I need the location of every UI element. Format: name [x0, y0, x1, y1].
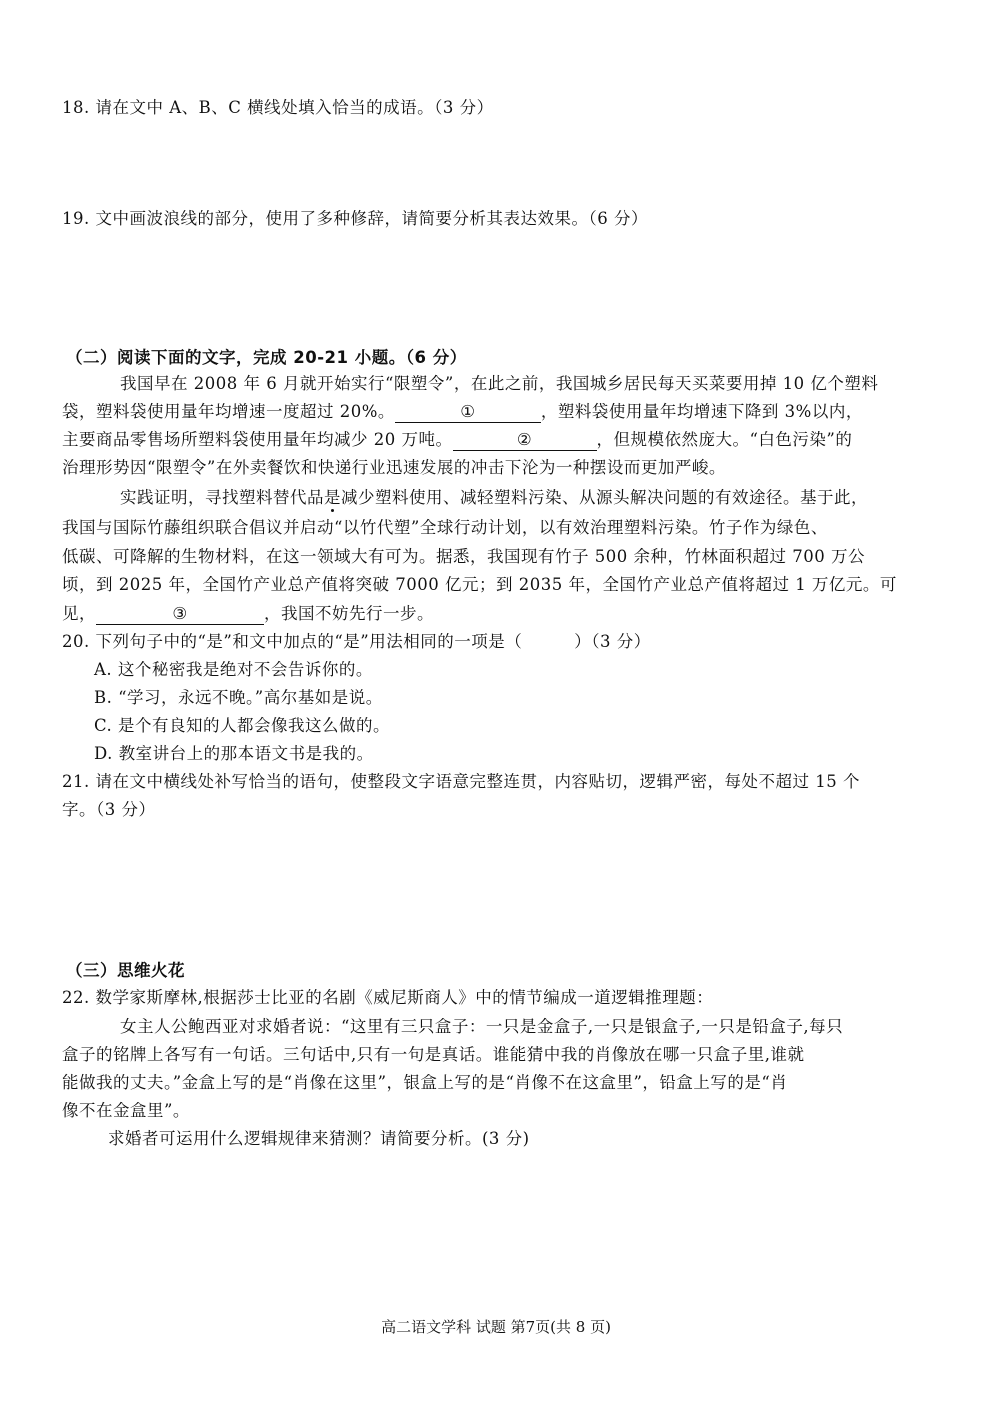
passage-text: 实践证明，寻找塑料替代品: [120, 488, 324, 507]
passage-line: 治理形势因“限塑令”在外卖餐饮和快递行业迅速发展的冲击下沦为一种摆设而更加严峻。: [62, 458, 726, 477]
question-22-line: 能做我的丈夫。”金盒上写的是“肖像在这里”，银盒上写的是“肖像不在这盒里”，铅盒上写的是“肖: [62, 1073, 788, 1092]
question-text: 20. 下列句子中的“是”和文中加点的“是”用法相同的一项是（: [62, 632, 523, 651]
fill-blank-1: ①: [395, 402, 541, 423]
passage-text: 减少塑料使用、减轻塑料污染、从源头解决问题的有效途径。基于此，: [341, 488, 868, 507]
question-21-line: 21. 请在文中横线处补写恰当的语句，使整段文字语意完整连贯，内容贴切，逻辑严密，每处不超过 15 个: [62, 772, 860, 791]
passage-line: 我国早在 2008 年 6 月就开始实行“限塑令”，在此之前，我国城乡居民每天买菜要用掉 10 亿个塑料: [120, 374, 879, 393]
question-22-prompt: 求婚者可运用什么逻辑规律来猜测？请简要分析。(3 分): [108, 1129, 530, 1148]
passage-text: ，塑料袋使用量年均增速下降到 3%以内，: [540, 402, 863, 421]
section-3-heading: （三）思维火花: [66, 961, 185, 980]
question-22-line: 盒子的铭牌上各写有一句话。三句话中,只有一句是真话。谁能猜中我的肖像放在哪一只盒子里,谁就: [62, 1045, 805, 1064]
question-21-line: 字。（3 分）: [62, 800, 156, 819]
option-d: D. 教室讲台上的那本语文书是我的。: [94, 744, 374, 763]
question-22-line: 22. 数学家斯摩林,根据莎士比亚的名剧《威尼斯商人》中的情节编成一道逻辑推理题：: [62, 988, 714, 1007]
passage-line: [62, 398, 942, 426]
dotted-character: 是: [324, 488, 341, 507]
question-text: ）（3 分）: [574, 632, 651, 651]
question-22-line: 像不在金盒里”。: [62, 1101, 190, 1120]
fill-blank-3: ③: [96, 604, 264, 625]
passage-line: [62, 600, 942, 628]
option-b: B. “学习，永远不晚。”高尔基如是说。: [94, 688, 383, 707]
passage-text: 袋，塑料袋使用量年均增速一度超过 20%。: [62, 402, 395, 421]
passage-line: 我国与国际竹藤组织联合倡议并启动“以竹代塑”全球行动计划，以有效治理塑料污染。竹子作为绿色、: [62, 518, 828, 537]
passage-text: 主要商品零售场所塑料袋使用量年均减少 20 万吨。: [62, 430, 453, 449]
passage-text: 见，: [62, 604, 96, 623]
passage-line: 低碳、可降解的生物材料，在这一领域大有可为。据悉，我国现有竹子 500 余种，竹林面积超过 700 万公: [62, 547, 865, 566]
option-c: C. 是个有良知的人都会像我这么做的。: [94, 716, 391, 735]
passage-text: ，我国不妨先行一步。: [264, 604, 434, 623]
passage-line: [120, 484, 992, 512]
question-19: 19. 文中画波浪线的部分，使用了多种修辞，请简要分析其表达效果。（6 分）: [62, 209, 648, 228]
page-footer: 高二语文学科 试题 第7页(共 8 页): [381, 1318, 611, 1336]
question-22-line: 女主人公鲍西亚对求婚者说：“这里有三只盒子：一只是金盒子,一只是银盒子,一只是铅盒子,每只: [120, 1017, 844, 1036]
section-2-heading: （二）阅读下面的文字，完成 20-21 小题。（6 分）: [66, 348, 467, 367]
question-20-stem: [62, 628, 942, 656]
option-a: A. 这个秘密我是绝对不会告诉你的。: [94, 660, 373, 679]
passage-line: 顷，到 2025 年，全国竹产业总产值将突破 7000 亿元；到 2035 年，全国竹产业总产值将超过 1 万亿元。可: [62, 575, 897, 594]
question-18: 18. 请在文中 A、B、C 横线处填入恰当的成语。（3 分）: [62, 98, 494, 117]
passage-line: [62, 426, 942, 454]
fill-blank-2: ②: [453, 430, 597, 451]
passage-text: ，但规模依然庞大。“白色污染”的: [596, 430, 853, 449]
